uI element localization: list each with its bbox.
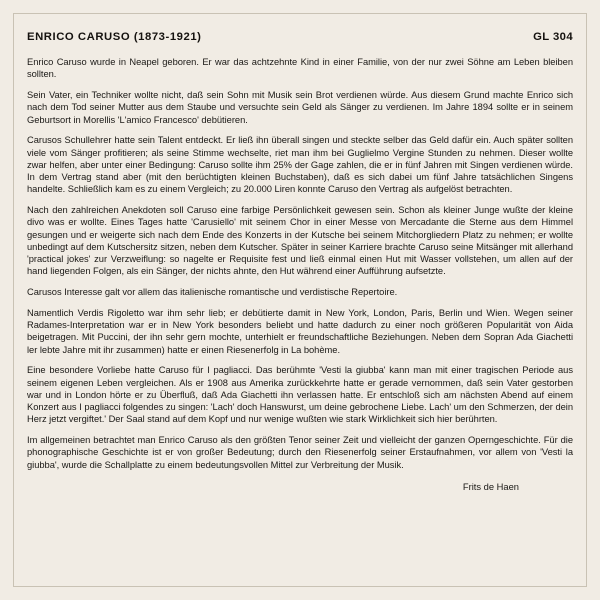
liner-notes-content [27,31,576,492]
paragraph-8: Im allgemeinen betrachtet man Enrico Caruso als den größten Tenor seiner Zeit und vielleicht der ganzen Operngeschichte. Für die phonographische Geschichte ist er von großer Bedeutung; durch den Riesenerfolg seiner Erstaufnahmen, vor allem von 'Vesti la giubba', wurde die Schallplatte zu einem bedeutungsvollen Mittel zur Verbreitung der Musik. [27,435,576,470]
paragraph-4: Nach den zahlreichen Anekdoten soll Caruso eine farbige Persönlichkeit gewesen sein. Schon als kleiner Junge wußte der kleine divo was er wollte. Eines Tages hatte 'Carusiello' mit seinem Chor in einer Messe von Mercadante die Sterne aus dem Himmel gesungen und er weigerte sich nach dem Ende des Konzerts in der Kutsche bei seinem Mitchorgliedern Platz zu nehmen; er wollte unbedingt auf dem Kutschersitz sitzen, neben dem Kutscher. Später in seiner Karriere brachte Caruso seine Mitsänger mit allerhand 'practical jokes' zur Verzweiflung: so nagelte er Requisite fest und ließ einmal einen Hut mit Wasser vollstehen, um allen auf der hand liegenden Folgen, als ein Sänger, der nichts ahnte, den Hut während einer Aufführung aufsetzte. [27,205,576,277]
author-signature: Frits de Haen [462,481,519,492]
page-title: ENRICO CARUSO (1873-1921) [27,31,202,43]
catalog-number: GL 304 [533,31,573,43]
paragraph-5: Carusos Interesse galt vor allem das italienische romantische und verdistische Repertoire. [27,287,398,297]
paragraph-2: Sein Vater, ein Techniker wollte nicht, daß sein Sohn mit Musik sein Brot verdienen würde. Aus diesem Grund machte Enrico sich nach dem Tod seiner Mutter aus dem Staube und versuchte sein Geld als Sänger zu verdienen. Im Jahre 1894 sollte er in seinem Geburtsort in Morellis 'L'amico Francesco' debütieren. [27,90,576,125]
header [27,31,573,43]
paragraph-7: Eine besondere Vorliebe hatte Caruso für I pagliacci. Das berühmte 'Vesti la giubba' kann man mit einer tragischen Periode aus seinem eigenen Leben vergleichen. Als er 1908 aus Amerika zurückkehrte hatte er gerade vernommen, daß sein Vater gestorben war und in London hörte er zu Überfluß, daß Ada Giachetti ihn verlassen hatte. Er entschloß sich am nächsten Abend auf einem Konzert aus I pagliacci folgendes zu singen: 'Lach' doch Hanswurst, um deine gebrochene Liebe. Lach' um den Schmerzen, der dein Herz jetzt vergiftet.' Der Saal stand auf dem Kopf und nur wenige wußten wie stark Wirklichkeit sich hier berührten. [27,365,576,425]
paragraph-3: Carusos Schullehrer hatte sein Talent entdeckt. Er ließ ihn überall singen und steckte selber das Geld dafür ein. Auch später sollten viele vom Sänger profitieren; als seine Stimme wechselte, riet man ihm bei Guglielmo Vergine Stunden zu nehmen. Dieser wollte zwar helfen, aber unter einer Bedingung: Caruso sollte ihm 25% der Gage zahlen, die er in fünf Jahren mit Singen verdienen würde. In dem Vertrag stand aber (mit den berüchtigten kleinen Buchstaben), daß es sich dabei um fünf Jahre tatsächlichen Singens handelte. Schließlich kam es zu einem Vergleich; zu 20.000 Liren konnte Caruso den Vertrag als aufgelöst betrachten. [27,135,576,195]
paragraph-6: Namentlich Verdis Rigoletto war ihm sehr lieb; er debütierte damit in New York, London, Paris, Berlin und Wien. Wegen seiner Radames-Interpretation war er in New York besonders beliebt und hatte dadurch zu einer noch größeren Popularität von Aida beigetragen. Mit Puccini, der ihn sehr gern mochte, unterhielt er freundschaftliche Beziehungen. Neben dem Sopran Ada Giachetti ler lebte Jahre mit ihr zusammen) hatte er einen Riesenerfolg in La bohème. [27,307,576,355]
paragraph-1: Enrico Caruso wurde in Neapel geboren. Er war das achtzehnte Kind in einer Familie, von der nur zwei Söhne am Leben bleiben sollten. [27,57,576,80]
